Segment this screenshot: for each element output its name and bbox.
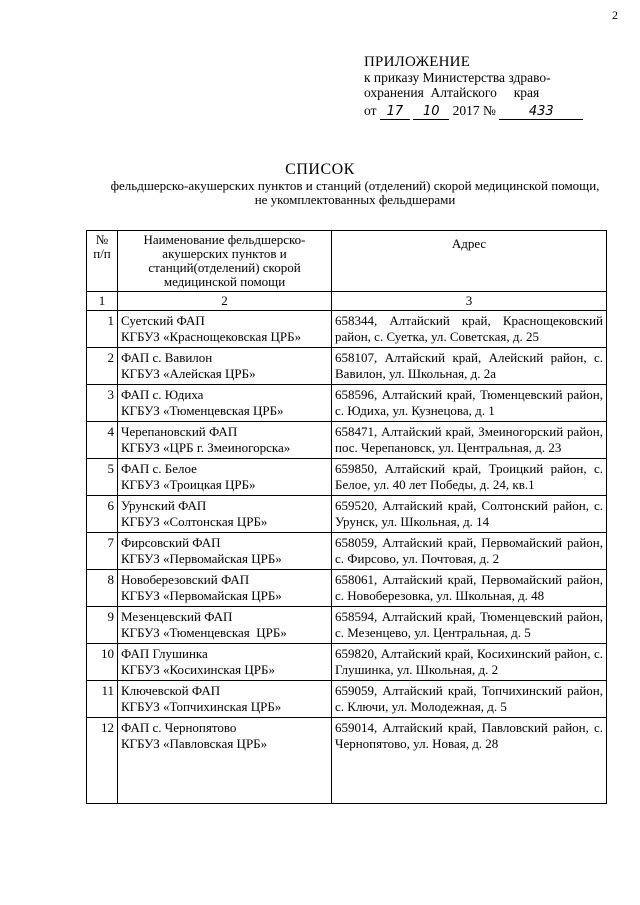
row-name — [118, 718, 332, 804]
row-number: 11 — [87, 681, 118, 718]
row-number: 3 — [87, 385, 118, 422]
hospital-name: КГБУЗ «Солтонская ЦРБ» — [121, 514, 268, 529]
row-address: 658061, Алтайский край, Первомайский район, с. Новоберезовка, ул. Школьная, д. 48 — [332, 570, 607, 607]
fap-name: Фирсовский ФАП — [121, 535, 221, 550]
row-address: 659059, Алтайский край, Топчихинский район, с. Ключи, ул. Молодежная, д. 5 — [332, 681, 607, 718]
fap-name: ФАП с. Вавилон — [121, 350, 213, 365]
table-index-row — [87, 292, 607, 311]
hospital-name: КГБУЗ «Первомайская ЦРБ» — [121, 551, 282, 566]
document-title: СПИСОК — [285, 161, 355, 178]
hospital-name: КГБУЗ «Тюменцевская ЦРБ» — [121, 403, 284, 418]
row-name — [118, 459, 332, 496]
index-cell: 2 — [118, 292, 332, 311]
appendix-block — [364, 55, 626, 120]
fap-name: Урунский ФАП — [121, 498, 207, 513]
hospital-name: КГБУЗ «Первомайская ЦРБ» — [121, 588, 282, 603]
hospital-name: КГБУЗ «Краснощековская ЦРБ» — [121, 329, 302, 344]
hospital-name: КГБУЗ «ЦРБ г. Змеиногорска» — [121, 440, 291, 455]
row-name — [118, 681, 332, 718]
hospital-name: КГБУЗ «Алейская ЦРБ» — [121, 366, 256, 381]
fap-name: ФАП с. Чернопятово — [121, 720, 237, 735]
page-number: 2 — [612, 8, 618, 22]
index-cell: 1 — [87, 292, 118, 311]
hospital-name: КГБУЗ «Павловская ЦРБ» — [121, 736, 268, 751]
row-address: 659520, Алтайский край, Солтонский район, с. Урунск, ул. Школьная, д. 14 — [332, 496, 607, 533]
row-number: 5 — [87, 459, 118, 496]
table-row — [87, 644, 607, 681]
row-number: 4 — [87, 422, 118, 459]
fap-name: Суетский ФАП — [121, 313, 205, 328]
row-address: 659850, Алтайский край, Троицкий район, с. Белое, ул. 40 лет Победы, д. 24, кв.1 — [332, 459, 607, 496]
table-row — [87, 459, 607, 496]
row-name — [118, 533, 332, 570]
table-header-row — [87, 231, 607, 292]
row-name — [118, 348, 332, 385]
order-prefix: от — [364, 103, 377, 118]
hospital-name: КГБУЗ «Топчихинская ЦРБ» — [121, 699, 282, 714]
row-address: 659014, Алтайский край, Павловский район, с. Чернопятово, ул. Новая, д. 28 — [332, 718, 607, 804]
order-month: 10 — [413, 105, 449, 120]
table-row — [87, 533, 607, 570]
row-name — [118, 570, 332, 607]
row-name — [118, 422, 332, 459]
fap-name: ФАП Глушинка — [121, 646, 208, 661]
table-row — [87, 607, 607, 644]
fap-name: Мезенцевский ФАП — [121, 609, 233, 624]
row-address: 658471, Алтайский край, Змеиногорский район, пос. Черепановск, ул. Центральная, д. 23 — [332, 422, 607, 459]
appendix-line-1: к приказу Министерства здраво- — [364, 70, 551, 85]
row-name — [118, 385, 332, 422]
fap-table — [86, 230, 607, 804]
order-year: 2017 — [452, 103, 480, 118]
row-number: 10 — [87, 644, 118, 681]
order-no-label: № — [482, 103, 496, 118]
table-row — [87, 348, 607, 385]
order-day: 17 — [380, 105, 410, 120]
row-number: 6 — [87, 496, 118, 533]
row-name — [118, 644, 332, 681]
table-row — [87, 311, 607, 348]
fap-name: ФАП с. Юдиха — [121, 387, 204, 402]
row-address: 658344, Алтайский край, Краснощековский район, с. Суетка, ул. Советская, д. 25 — [332, 311, 607, 348]
order-line — [364, 103, 626, 120]
row-address: 659820, Алтайский край, Косихинский район, с. Глушинка, ул. Школьная, д. 2 — [332, 644, 607, 681]
table-row — [87, 422, 607, 459]
row-number: 2 — [87, 348, 118, 385]
row-address: 658594, Алтайский край, Тюменцевский район, с. Мезенцево, ул. Центральная, д. 5 — [332, 607, 607, 644]
document-subtitle: фельдшерско-акушерских пунктов и станций (отделений) скорой медицинской помощи, не укомплектованных фельдшерами — [110, 178, 600, 207]
header-number: № п/п — [87, 231, 118, 292]
table-row — [87, 570, 607, 607]
row-address: 658596, Алтайский край, Тюменцевский район, с. Юдиха, ул. Кузнецова, д. 1 — [332, 385, 607, 422]
table-row — [87, 718, 607, 804]
hospital-name: КГБУЗ «Косихинская ЦРБ» — [121, 662, 275, 677]
row-name — [118, 496, 332, 533]
fap-name: ФАП с. Белое — [121, 461, 197, 476]
fap-name: Новоберезовский ФАП — [121, 572, 250, 587]
header-name: Наименование фельдшерско-акушерских пунктов и станций(отделений) скорой медицинской помощи — [118, 231, 332, 292]
appendix-line-2: охранения Алтайского края — [364, 85, 540, 100]
fap-name: Черепановский ФАП — [121, 424, 238, 439]
row-number: 9 — [87, 607, 118, 644]
fap-name: Ключевской ФАП — [121, 683, 221, 698]
row-number: 8 — [87, 570, 118, 607]
row-address: 658059, Алтайский край, Первомайский район, с. Фирсово, ул. Почтовая, д. 2 — [332, 533, 607, 570]
row-name — [118, 607, 332, 644]
table-row — [87, 496, 607, 533]
row-name — [118, 311, 332, 348]
row-number: 12 — [87, 718, 118, 804]
hospital-name: КГБУЗ «Тюменцевская ЦРБ» — [121, 625, 287, 640]
hospital-name: КГБУЗ «Троицкая ЦРБ» — [121, 477, 256, 492]
header-address: Адрес — [332, 231, 607, 292]
index-cell: 3 — [332, 292, 607, 311]
table-row — [87, 681, 607, 718]
row-address: 658107, Алтайский край, Алейский район, с. Вавилон, ул. Школьная, д. 2а — [332, 348, 607, 385]
appendix-title: ПРИЛОЖЕНИЕ — [364, 54, 471, 70]
order-number: 433 — [499, 105, 583, 120]
row-number: 7 — [87, 533, 118, 570]
row-number: 1 — [87, 311, 118, 348]
table-row — [87, 385, 607, 422]
